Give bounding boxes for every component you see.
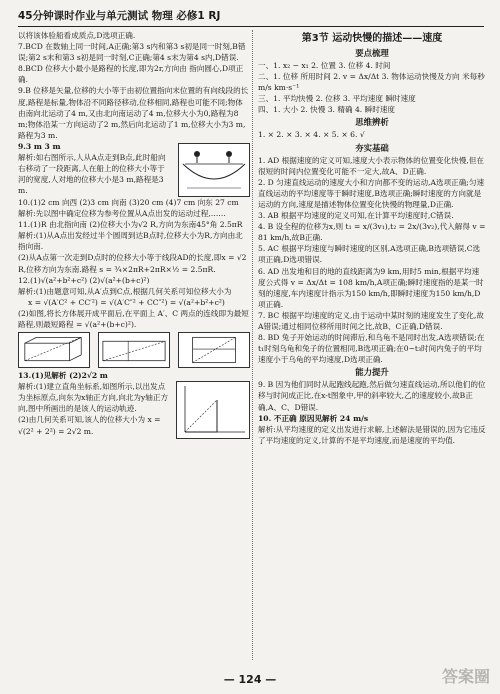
page-number: — 124 — <box>223 673 277 686</box>
page-header: 45分钟课时作业与单元测试 物理 必修1 RJ <box>18 6 484 27</box>
answer-paragraph: 3. AB 根据平均速度的定义可知,在计算平均速度时,C错误. <box>258 211 454 221</box>
point-line: 四、1. 大小 2. 快慢 3. 精确 4. 瞬时速度 <box>258 105 396 115</box>
watermark-logo: 答案圈 <box>441 667 490 686</box>
answer-paragraph: 解析:如右图所示,人从A点走到B点,此时船向右移动了一段距离,人在船上的位移大小等于河的宽度,人对地的位移大小是3 m,路程是3 m. <box>18 153 166 196</box>
point-line: 一、1. x₂ − x₁ 2. 位置 3. 位移 4. 时间 <box>258 61 391 70</box>
point-line: 二、1. 位移 所用时间 2. v = Δx/Δt 3. 物体运动快慢及方向 米每秒 m/s km·s⁻¹ <box>258 72 485 93</box>
point-line: 三、1. 平均快慢 2. 位移 3. 平均速度 瞬时速度 <box>258 94 416 104</box>
unfolded-figure-2 <box>178 332 250 368</box>
answer-paragraph: 13.(1)见解析 (2)2√2 m <box>18 371 108 381</box>
answer-paragraph: 以将该体验船看成质点,D选项正确. <box>18 31 136 40</box>
answer-paragraph: 解析:从平均速度的定义出发进行求解,上述解法是错误的,因为它违反了平均速度的定义,计算的不是平均速度,而是速度的平均值. <box>258 424 486 445</box>
answer-paragraph: 5. AC 根据平均速度与瞬时速度的区别,A选项正确,B选项错误,C选项正确,D选项错误. <box>258 244 481 265</box>
answer-paragraph: 解析:(1)由题意可知,从A′点到C点,根据几何关系可知位移大小为 <box>18 286 232 296</box>
left-column <box>18 30 250 662</box>
answer-paragraph: 7.BCD 在数轴上同一时间,A正确;第3 s内和第3 s初是同一时刻,B错误;第2 s末和第3 s初是同一时刻,C正确;第4 s末为第4 s内,D错误. <box>18 42 246 63</box>
answer-paragraph: 解析:(1)建立直角坐标系,如图所示,以出发点为坐标原点,向东为x轴正方向,向北为y轴正方向,图中所画出的是该人的运动轨迹. <box>18 382 169 414</box>
answer-paragraph: (2)从A点第一次走到D点时的位移大小等于线段AD的长度,即x = √2 R,位移方向为东南.路程 s = ¾×2πR+2πR×½ = 2.5πR. <box>18 253 247 274</box>
answer-paragraph: 9.B 位移是矢量,位移的大小等于由初位置指向末位置的有向线段的长度,路程是标量,物体沿不同路径移动,位移相同,路程也可能不同;物体由南向北运动了4 m,又由北向南运动了4 m,位移大小为0,路程为8 m;物体沿某一方向运动了2 m,然后向北运动了1 m,位移大小为3 m,路程为3 m. <box>18 86 249 140</box>
answer-paragraph: 9. B 因为他们同时从起跑线起跑,然后做匀速直线运动,所以他们的位移与时间成正比,在x-t图象中,甲的斜率较大,乙的速度较小,故B正确,A、C、D错误. <box>258 380 486 412</box>
answer-paragraph: 7. BC 根据平均速度的定义,由于运动中某时刻的速度发生了变化,故A错误;通过相同位移所用时间之比,故B、C正确,D错误. <box>258 310 484 331</box>
cuboid-figure <box>18 332 90 368</box>
subsection-heading: 要点梳理 <box>355 48 389 58</box>
answer-paragraph: 8. BD 兔子开始运动的时间滞后,和乌龟不是同时出发,A选项错误;在t₁时刻乌龟和兔子的位置相同,B选项正确;在0~t₃时间内兔子的平均速度小于乌龟的平均速度,D选项正确. <box>258 333 485 365</box>
answer-paragraph: (2)由几何关系可知,该人的位移大小为 x = √(2² + 2²) = 2√2 m. <box>18 415 161 436</box>
answer-paragraph: x = √(A′C² + CC′²) = √(A′C″² + CC″²) = √(a²+b²+c²) <box>28 297 225 307</box>
coordinate-figure <box>176 381 250 439</box>
answer-paragraph: 解析:(1)从A点出发经过半个圆周到达B点时,位移大小为R,方向由北指向南. <box>18 231 243 252</box>
answer-paragraph: 11.(1)R 由北指向南 (2)位移大小为√2 R,方向为东南45°角 2.5πR <box>18 220 243 230</box>
subsection-heading: 思维辨析 <box>355 117 389 128</box>
judge-line: 1. × 2. × 3. × 4. × 5. × 6. √ <box>258 130 365 140</box>
unfolded-figure-1 <box>98 332 170 368</box>
box-figures <box>18 332 250 368</box>
answer-paragraph: 12.(1)√(a²+b²+c²) (2)√(a²+(b+c)²) <box>18 275 150 285</box>
answer-paragraph: 10.(1)2 cm 向西 (2)3 cm 向南 (3)20 cm (4)7 cm 向东 27 cm <box>18 197 239 207</box>
answer-paragraph: 6. AD 出发地和目的地的直线距离为9 km,用时5 min,根据平均速度公式得 v = Δx/Δt = 108 km/h,A项正确;瞬时速度指的是某一时刻的速度,车内速度计指示为150 km/h,即瞬时速度为150 km/h,D项正确. <box>258 266 484 309</box>
answer-paragraph: 1. AD 根据速度的定义可知,速度大小表示物体的位置变化快慢,但在很短的时间内位置变化可能不一定大,故A、D正确. <box>258 155 484 176</box>
subsection-heading: 能力提升 <box>355 367 389 378</box>
answer-paragraph: 10. 不正确 原因见解析 24 m/s <box>258 413 369 423</box>
answer-paragraph: 9.3 m 3 m <box>18 141 61 151</box>
answer-paragraph: (2)如图,将长方体展开成平面后,在平面上 A′、C 两点的连线即为最短路程,则最短路程 = √(a²+(b+c)²). <box>18 308 249 329</box>
river-boat-figure <box>178 143 250 197</box>
answer-paragraph: 解析:先以图中确定位移为参考位置从A点出发的运动过程,…… <box>18 209 226 219</box>
column-divider <box>252 30 253 660</box>
subsection-heading: 夯实基础 <box>355 142 389 153</box>
section-title: 第3节 运动快慢的描述——速度 <box>301 33 443 44</box>
right-column <box>258 30 486 662</box>
answer-paragraph: 4. B 设全程的位移为x,则 t₁ = x/(3v₁),t₂ = 2x/(3v₂),代入解得 v = 81 km/h,故B正确. <box>258 222 486 243</box>
answer-paragraph: 2. D 匀速直线运动的速度大小和方向都不变的运动,A选项正确;匀速直线运动的平均速度等于瞬时速度,B选项正确;瞬时速度的方向就是运动的方向,速度是描述物体位置变化快慢的物理量,D正确. <box>258 177 485 209</box>
answer-paragraph: 8.BCD 位移大小最小是路程的长度,即为2r,方向由 指向圆心,D项正确. <box>18 64 244 85</box>
